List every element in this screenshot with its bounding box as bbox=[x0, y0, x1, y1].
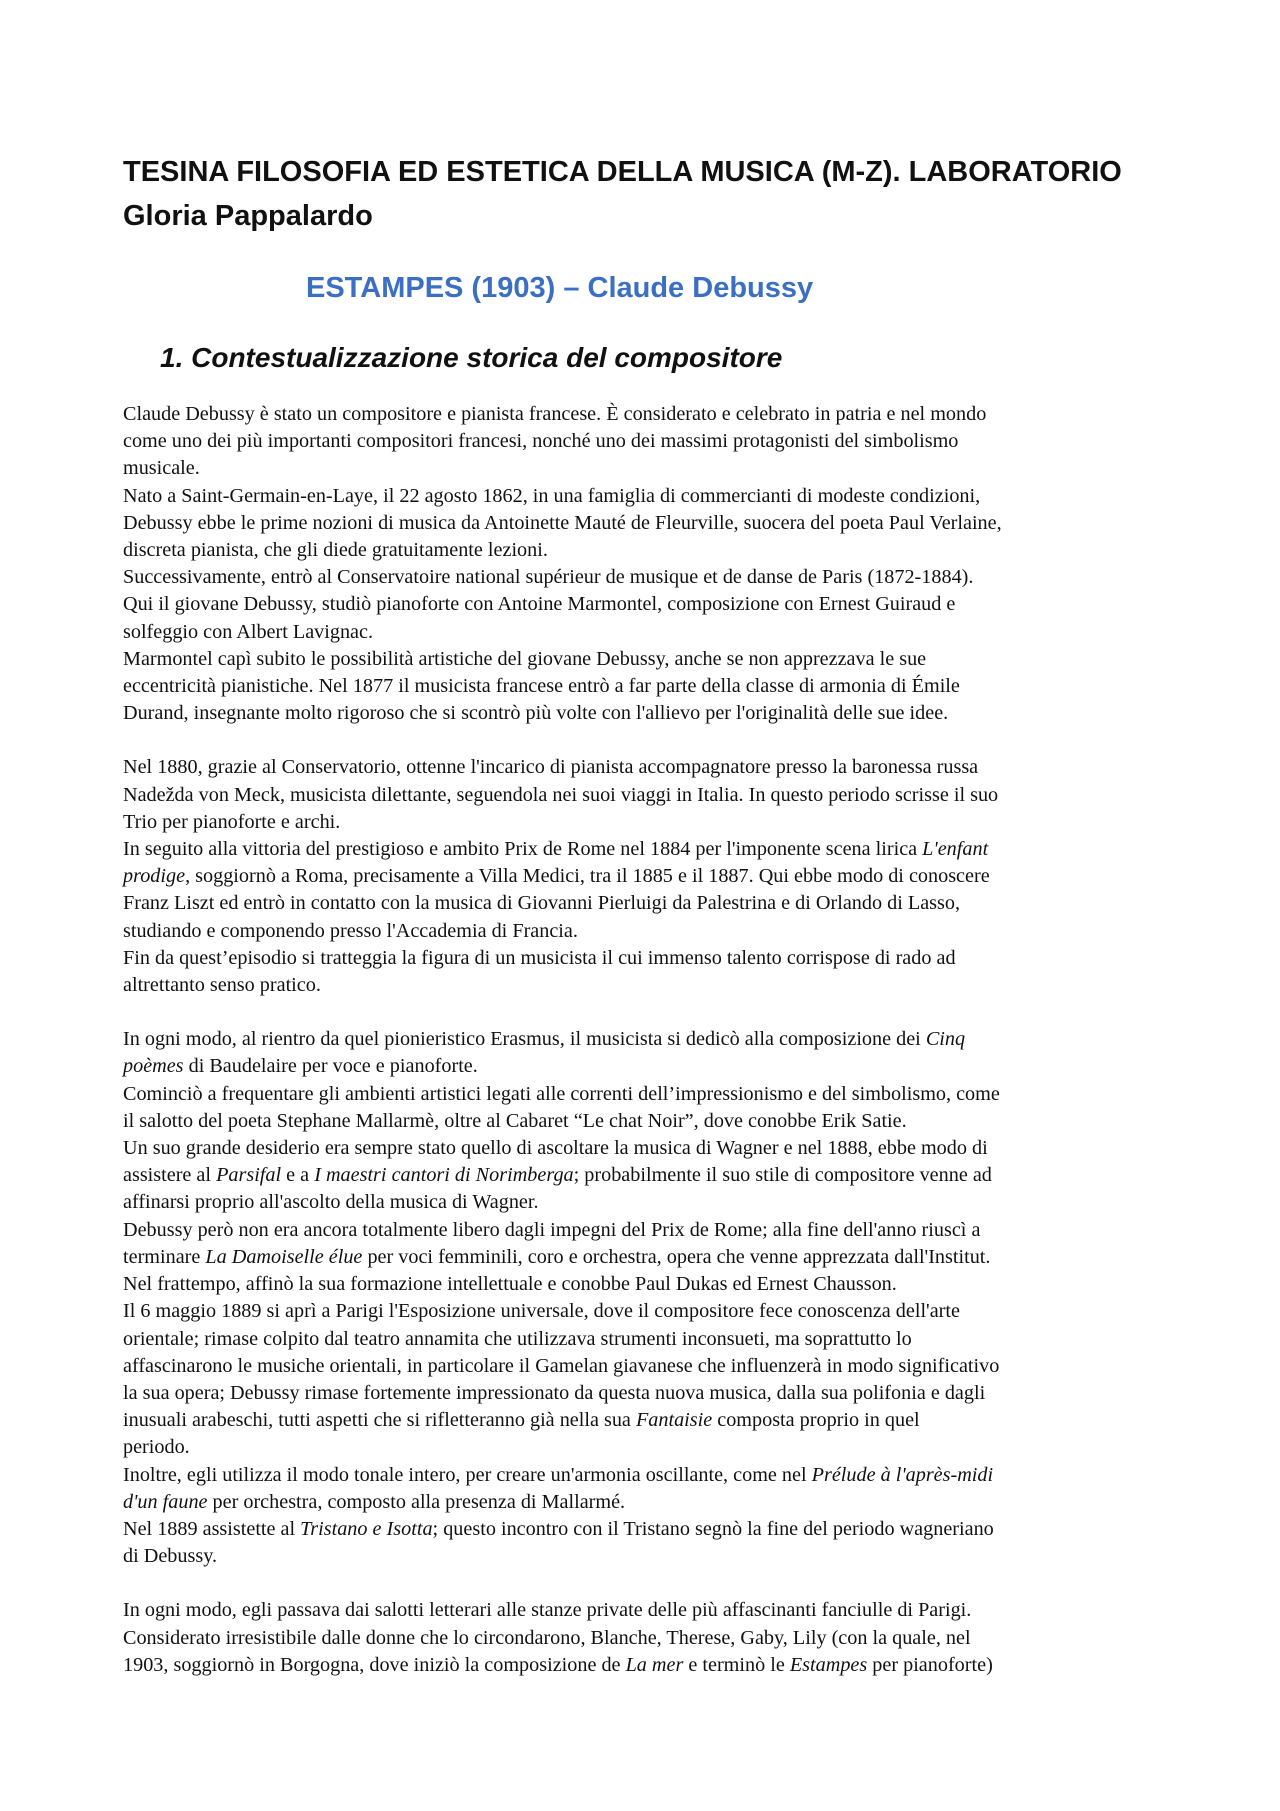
text-line bbox=[123, 1162, 1183, 1189]
work-title-italic: La Damoiselle élue bbox=[205, 1245, 363, 1268]
paragraph-2 bbox=[123, 754, 1183, 999]
text-line: discreta pianista, che gli diede gratuitamente lezioni. bbox=[123, 539, 548, 562]
paragraph-spacer bbox=[123, 999, 1183, 1026]
text-run: e a bbox=[281, 1164, 315, 1187]
text-run: Inoltre, egli utilizza il modo tonale intero, per creare un'armonia oscillante, come nel bbox=[123, 1463, 812, 1486]
text-line: solfeggio con Albert Lavignac. bbox=[123, 620, 374, 643]
paragraph-spacer bbox=[123, 727, 1183, 754]
text-run: di Baudelaire per voce e pianoforte. bbox=[183, 1055, 478, 1078]
text-line: Un suo grande desiderio era sempre stato quello di ascoltare la musica di Wagner e nel 1888, ebbe modo di bbox=[123, 1137, 988, 1160]
text-line: Qui il giovane Debussy, studiò pianoforte con Antoine Marmontel, composizione con Ernest Guiraud e bbox=[123, 593, 956, 616]
title-line-1: TESINA FILOSOFIA ED ESTETICA DELLA MUSICA (M-Z). LABORATORIO bbox=[123, 156, 1122, 188]
text-line: affascinarono le musiche orientali, in particolare il Gamelan giavanese che influenzerà in modo significativo bbox=[123, 1354, 1000, 1377]
text-line: Nato a Saint-Germain-en-Laye, il 22 agosto 1862, in una famiglia di commercianti di modeste condizioni, bbox=[123, 484, 981, 507]
work-title-italic: I maestri cantori di Norimberga bbox=[314, 1164, 574, 1187]
text-line bbox=[123, 1053, 1183, 1080]
work-title-italic: Estampes bbox=[789, 1653, 868, 1676]
text-line: Durand, insegnante molto rigoroso che si scontrò più volte con l'allievo per l'originalità delle sue idee. bbox=[123, 702, 949, 725]
work-title-italic: Parsifal bbox=[216, 1164, 282, 1187]
work-title-italic: Prélude à l'après-midi bbox=[811, 1463, 994, 1486]
work-title-italic: La mer bbox=[625, 1653, 684, 1676]
text-run: per orchestra, composto alla presenza di Mallarmé. bbox=[207, 1490, 626, 1513]
text-line: Trio per pianoforte e archi. bbox=[123, 810, 341, 833]
text-line bbox=[123, 1652, 1183, 1679]
text-run: , soggiornò a Roma, precisamente a Villa Medici, tra il 1885 e il 1887. Qui ebbe modo di conoscere bbox=[185, 865, 990, 888]
text-run: per voci femminili, coro e orchestra, opera che venne apprezzata dall'Institut. bbox=[362, 1245, 991, 1268]
text-run: Nel 1889 assistette al bbox=[123, 1517, 301, 1540]
work-title-italic: prodige bbox=[123, 865, 186, 888]
work-title-italic: L'enfant bbox=[922, 838, 989, 861]
text-line: Marmontel capì subito le possibilità artistiche del giovane Debussy, anche se non apprezzava le sue bbox=[123, 647, 927, 670]
text-line: Nel 1880, grazie al Conservatorio, ottenne l'incarico di pianista accompagnatore presso la baronessa russa bbox=[123, 756, 979, 779]
text-line: eccentricità pianistiche. Nel 1877 il musicista francese entrò a far parte della classe di armonia di Émile bbox=[123, 675, 960, 698]
text-run: inusuali arabeschi, tutti aspetti che si rifletteranno già nella sua bbox=[123, 1409, 636, 1432]
work-title-italic: Cinq bbox=[925, 1028, 966, 1051]
text-line: di Debussy. bbox=[123, 1545, 218, 1568]
text-run: terminare bbox=[123, 1245, 206, 1268]
text-run: 1903, soggiornò in Borgogna, dove iniziò la composizione de bbox=[123, 1653, 626, 1676]
text-line: Successivamente, entrò al Conservatoire national supérieur de musique et de danse de Paris (1872-1884). bbox=[123, 566, 974, 589]
text-line: Il 6 maggio 1889 si aprì a Parigi l'Esposizione universale, dove il compositore fece conoscenza dell'arte bbox=[123, 1300, 960, 1323]
text-line: musicale. bbox=[123, 457, 200, 480]
text-line bbox=[123, 836, 1183, 863]
text-line bbox=[123, 1462, 1183, 1489]
body-text bbox=[123, 401, 1183, 1679]
text-line bbox=[123, 863, 1183, 890]
text-line: altrettanto senso pratico. bbox=[123, 974, 321, 997]
text-line: Fin da quest’episodio si tratteggia la figura di un musicista il cui immenso talento corrispose di rado ad bbox=[123, 946, 956, 969]
paragraph-4 bbox=[123, 1597, 1183, 1679]
text-line bbox=[123, 1489, 1183, 1516]
text-line: In ogni modo, egli passava dai salotti letterari alle stanze private delle più affascinanti fanciulle di Parigi. bbox=[123, 1599, 972, 1622]
text-line: periodo. bbox=[123, 1436, 190, 1459]
work-title-italic: d'un faune bbox=[123, 1490, 208, 1513]
paragraph-spacer bbox=[123, 1570, 1183, 1597]
text-line: Debussy però non era ancora totalmente libero dagli impegni del Prix de Rome; alla fine dell'anno riuscì a bbox=[123, 1218, 981, 1241]
text-line: Debussy ebbe le prime nozioni di musica da Antoinette Mauté de Fleurville, suocera del poeta Paul Verlaine, bbox=[123, 511, 1002, 534]
text-line: come uno dei più importanti compositori francesi, nonché uno dei massimi protagonisti del simbolismo bbox=[123, 430, 959, 453]
text-line: studiando e componendo presso l'Accademia di Francia. bbox=[123, 919, 578, 942]
text-line bbox=[123, 1244, 1183, 1271]
text-line bbox=[123, 1516, 1183, 1543]
text-line: orientale; rimase colpito dal teatro annamita che utilizzava strumenti inconsueti, ma soprattutto lo bbox=[123, 1327, 912, 1350]
text-run: ; questo incontro con il Tristano segnò la fine del periodo wagneriano bbox=[432, 1517, 994, 1540]
author-name: Gloria Pappalardo bbox=[123, 200, 373, 232]
work-title-italic: poèmes bbox=[123, 1055, 184, 1078]
text-line: Nel frattempo, affinò la sua formazione intellettuale e conobbe Paul Dukas ed Ernest Chausson. bbox=[123, 1273, 897, 1296]
text-run: e terminò le bbox=[683, 1653, 790, 1676]
text-line: Claude Debussy è stato un compositore e pianista francese. È considerato e celebrato in patria e nel mondo bbox=[123, 403, 987, 425]
paragraph-1 bbox=[123, 401, 1183, 727]
section-heading: 1. Contestualizzazione storica del compositore bbox=[160, 342, 783, 373]
text-run: In seguito alla vittoria del prestigioso e ambito Prix de Rome nel 1884 per l'imponente scena lirica bbox=[123, 838, 923, 861]
text-line bbox=[123, 1026, 1183, 1053]
text-line: Franz Liszt ed entrò in contatto con la musica di Giovanni Pierluigi da Palestrina e di Orlando di Lasso, bbox=[123, 892, 961, 915]
text-run: composta proprio in quel bbox=[712, 1409, 920, 1432]
text-run: In ogni modo, al rientro da quel pionieristico Erasmus, il musicista si dedicò alla composizione dei bbox=[123, 1028, 926, 1051]
document-title bbox=[123, 150, 1223, 238]
text-line: Considerato irresistibile dalle donne che lo circondarono, Blanche, Therese, Gaby, Lily (con la quale, nel bbox=[123, 1626, 971, 1649]
text-run: per pianoforte) bbox=[867, 1653, 993, 1676]
work-title-italic: Tristano e Isotta bbox=[300, 1517, 433, 1540]
text-line bbox=[123, 1407, 1183, 1434]
text-line: Cominciò a frequentare gli ambienti artistici legati alle correnti dell’impressionismo e del simbolismo, come bbox=[123, 1082, 1000, 1105]
text-line: affinarsi proprio all'ascolto della musica di Wagner. bbox=[123, 1191, 539, 1214]
work-title-italic: Fantaisie bbox=[635, 1409, 713, 1432]
paragraph-3 bbox=[123, 1026, 1183, 1570]
text-run: ; probabilmente il suo stile di compositore venne ad bbox=[573, 1164, 992, 1187]
text-line: Nadežda von Meck, musicista dilettante, seguendola nei suoi viaggi in Italia. In questo periodo scrisse il suo bbox=[123, 783, 999, 806]
text-run: assistere al bbox=[123, 1164, 217, 1187]
text-line: la sua opera; Debussy rimase fortemente impressionato da questa nuova musica, dalla sua polifonia e dagli bbox=[123, 1381, 986, 1404]
text-line: il salotto del poeta Stephane Mallarmè, oltre al Cabaret “Le chat Noir”, dove conobbe Erik Satie. bbox=[123, 1109, 907, 1132]
work-subtitle: ESTAMPES (1903) – Claude Debussy bbox=[306, 272, 814, 304]
